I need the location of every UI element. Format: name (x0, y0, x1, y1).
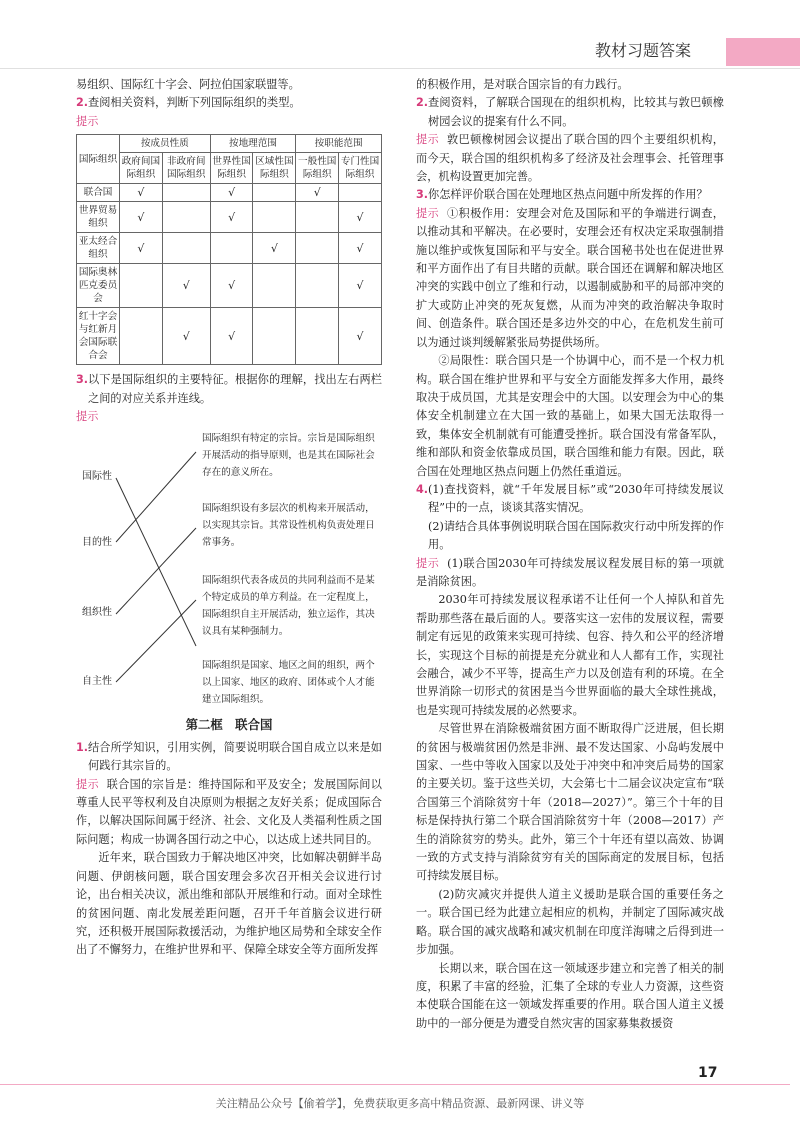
feature-label: 国际性 (82, 471, 112, 483)
answer-paragraph: ②局限性：联合国只是一个协调中心，而不是一个权力机构。联合国在维护世界和平与安全方面能发挥多大作用，最终取决于成员国，尤其是安理会中的大国。以安理会为中心的集体安全机制建立在大国一致的基础上，如果大国无法取得一致，集体安全机制就有可能遭受挫折。联合国没有常备军队，维和部队和资金依靠成员国，联合国维和能力有限。因此，联合国在处理地区热点问题上仍然任重道远。 (416, 354, 724, 478)
match-line (116, 528, 196, 614)
hint-label: 提示 (416, 206, 440, 220)
table-row (77, 184, 382, 202)
empty-cell (120, 308, 163, 365)
match-line (116, 600, 196, 682)
feature-desc: 国际组织有特定的宗旨。宗旨是国际组织开展活动的指导原则，也是其在国际社会存在的意义所在。 (202, 433, 375, 479)
check-mark-cell: √ (210, 202, 253, 233)
header-title: 教材习题答案 (595, 41, 692, 60)
feature-label: 目的性 (82, 537, 112, 549)
answer-text: (1)联合国2030年可持续发展议程发展目标的第一项就是消除贫困。 (416, 556, 724, 588)
feature-desc: 国际组织是国家、地区之间的组织，两个以上国家、地区的政府、团体或个人才能建立国际组织。 (202, 660, 375, 706)
answer-paragraph: 尽管世界在消除极端贫困方面不断取得广泛进展，但长期的贫困与极端贫困仍然是非洲、最不发达国家、小岛屿发展中国家、一些中等收入国家以及处于冲突中和冲突后局势的国家的主要关切。鉴于这些关切，大会第七十二届会议决定宣布“联合国第三个消除贫穷十年（2018—2027）”。第三个十年的目标是保持执行第二个联合国消除贫穷十年（2008—2017）产生的消除贫穷的势头。此外，第三个十年还有望以高效、协调一致的方式支持与消除贫穷有关的国际商定的发展目标，包括可持续发展目标。 (416, 722, 724, 883)
empty-cell (296, 308, 339, 365)
page-number: 17 (698, 1065, 718, 1081)
table-row (77, 233, 382, 264)
question-number: 1. (76, 740, 89, 754)
empty-cell (296, 202, 339, 233)
table-body (77, 184, 382, 365)
left-column (76, 76, 382, 960)
section-title: 第二框 联合国 (185, 717, 273, 733)
table-subheader: 世界性国际组织 (210, 153, 253, 184)
check-mark-cell: √ (296, 184, 339, 202)
org-type-table (76, 134, 382, 365)
continued-text: 的积极作用，是对联合国宗旨的有力践行。 (416, 78, 629, 91)
empty-cell (253, 264, 296, 308)
match-line (116, 478, 196, 646)
answer-paragraph: 近年来，联合国致力于解决地区冲突，比如解决朝鲜半岛问题、伊朗核问题，联合国安理会多次召开相关会议进行讨论，出台相关决议，派出维和部队开展维和行动。面对全球性的贫困问题、南北发展差距问题，召开千年首脑会议进行研究，还积极开展国际救援活动，为维护地区局势和全球安全作出了不懈努力，在维护世界和平、保障全球安全等方面所发挥 (76, 851, 382, 957)
check-mark-cell: √ (120, 184, 163, 202)
answer-text: ①积极作用：安理会对危及国际和平的争端进行调查，以推动其和平解决。在必要时，安理会还有权决定采取强制措施以维护或恢复国际和平与安全。联合国秘书处也在促进世界和平方面作出了有目共睹的贡献。联合国还在调解和解决地区冲突的实践中创立了维和行动，以遏制威胁和平的局部冲突的扩大或防止冲突的死灰复燃，从而为冲突的政治解决争取时间、创造条件。联合国还是多边外交的中心，在危机发生前可以为通过谈判缓解紧张局势提供场所。 (416, 206, 724, 349)
question-4 (416, 481, 724, 518)
question-text: 结合所学知识，引用实例，简要说明联合国自成立以来是如何践行其宗旨的。 (88, 740, 382, 773)
table-header-org: 国际组织 (77, 135, 120, 184)
check-mark-cell: √ (339, 308, 382, 365)
check-mark-cell: √ (253, 233, 296, 264)
question-text: 查阅资料，了解联合国现在的组织机构，比较其与敦巴顿橡树园会议的提案有什么不同。 (428, 96, 724, 128)
table-group-header: 按成员性质 (120, 135, 211, 153)
intro-line: 易组织、国际红十字会、阿拉伯国家联盟等。 (76, 78, 300, 91)
org-name-cell: 国际奥林匹克委员会 (77, 264, 120, 308)
feature-label: 自主性 (82, 676, 112, 688)
question-1 (76, 739, 382, 776)
check-mark-cell: √ (210, 308, 253, 365)
empty-cell (162, 202, 210, 233)
table-subheader: 非政府间国际组织 (162, 153, 210, 184)
empty-cell (253, 184, 296, 202)
question-text: (2)请结合具体事例说明联合国在国际救灾行动中所发挥的作用。 (428, 519, 724, 552)
answer-paragraph (76, 776, 382, 850)
empty-cell (339, 184, 382, 202)
check-mark-cell: √ (120, 202, 163, 233)
table-subheader: 政府间国际组织 (120, 153, 163, 184)
empty-cell (162, 184, 210, 202)
question-number: 4. (416, 482, 429, 496)
table-group-header: 按地理范围 (210, 135, 296, 153)
empty-cell (162, 233, 210, 264)
hint-label: 提示 (76, 114, 99, 128)
answer-paragraph: 长期以来，联合国在这一领域逐步建立和完善了相关的制度，积累了丰富的经验，汇集了全球的专业人力资源，这些资本使联合国能在这一领域发挥重要的作用。联合国人道主义援助中的一部分便是为遭受自然灾害的国家募集救援资 (416, 961, 724, 1030)
right-column (416, 76, 724, 1033)
hint-label: 提示 (416, 133, 440, 147)
org-name-cell: 世界贸易组织 (77, 202, 120, 233)
empty-cell (296, 264, 339, 308)
feature-desc: 国际组织代表各成员的共同利益而不是某个特定成员的单方利益。在一定程度上，国际组织自主开展活动，独立运作，其决议具有某种强制力。 (202, 575, 375, 638)
question-3 (416, 186, 724, 204)
feature-label: 组织性 (82, 607, 112, 619)
table-subheader: 区域性国际组织 (253, 153, 296, 184)
org-name-cell: 亚太经合组织 (77, 233, 120, 264)
empty-cell (253, 308, 296, 365)
matching-diagram (76, 430, 382, 708)
question-number: 2. (416, 96, 429, 110)
answer-paragraph (416, 555, 724, 592)
answer-text: 联合国的宗旨是：维持国际和平及安全；发展国际间以尊重人民平等权利及自决原则为根据之友好关系；促成国际合作，以解决国际间属于经济、社会、文化及人类福利性质之国际问题；构成一协调各国行动之中心，以达成上述共同目的。 (76, 777, 382, 846)
question-2 (416, 94, 724, 131)
hint-label: 提示 (416, 556, 440, 570)
question-3 (76, 371, 382, 408)
check-mark-cell: √ (162, 308, 210, 365)
check-mark-cell: √ (339, 233, 382, 264)
question-number: 3. (76, 373, 89, 387)
hint-label: 提示 (76, 777, 99, 791)
question-number: 2. (76, 96, 89, 110)
question-text: 你怎样评价联合国在处理地区热点问题中所发挥的作用？ (428, 188, 708, 202)
empty-cell (253, 202, 296, 233)
check-mark-cell: √ (162, 264, 210, 308)
header-divider (0, 68, 800, 69)
empty-cell (120, 264, 163, 308)
header-accent-bar (726, 38, 800, 66)
table-subheader: 一般性国际组织 (296, 153, 339, 184)
table-row (77, 308, 382, 365)
footer-note: 关注精品公众号【偷着学】，免费获取更多高中精品资源、最新网课、讲义等 (215, 1097, 585, 1110)
answer-paragraph: 2030年可持续发展议程承诺不让任何一个人掉队和首先帮助那些落在最后面的人。要落实这一宏伟的发展议程，需要制定有远见的政策来实现可持续、包容、持久和公平的经济增长，实现这个目标的前提是充分就业和人人都有工作，实现社会融合，减少不平等，提高生产力以及创造有利的环境。在全世界消除一切形式的贫困是当今世界面临的最大全球性挑战，也是实现可持续发展的必然要求。 (416, 593, 724, 717)
question-text: (1)查找资料，就“千年发展目标”或“2030年可持续发展议程”中的一点，谈谈其落实情况。 (428, 482, 724, 515)
table-row (77, 264, 382, 308)
question-number: 3. (416, 188, 429, 202)
answer-text: 敦巴顿橡树园会议提出了联合国的四个主要组织机构，而今天，联合国的组织机构多了经济及社会理事会、托管理事会，机构设置更加完善。 (416, 133, 724, 184)
answer-paragraph (416, 131, 724, 186)
check-mark-cell: √ (210, 184, 253, 202)
check-mark-cell: √ (210, 264, 253, 308)
org-name-cell: 联合国 (77, 184, 120, 202)
table-row (77, 202, 382, 233)
question-text: 查阅相关资料，判断下列国际组织的类型。 (88, 96, 301, 110)
answer-paragraph (416, 205, 724, 352)
hint-label: 提示 (76, 410, 99, 424)
footer-divider (0, 1084, 790, 1085)
empty-cell (210, 233, 253, 264)
check-mark-cell: √ (339, 264, 382, 308)
match-line (116, 452, 196, 542)
answer-paragraph: (2)防灾减灾并提供人道主义援助是联合国的重要任务之一。联合国已经为此建立起相应的机构，并制定了国际减灾战略。联合国的减灾战略和减灾机制在印度洋海啸之后得到进一步加强。 (416, 887, 724, 957)
org-name-cell: 红十字会与红新月会国际联合会 (77, 308, 120, 365)
table-group-header: 按职能范围 (296, 135, 382, 153)
feature-desc: 国际组织设有多层次的机构来开展活动，以实现其宗旨。其常设性机构负责处理日常事务。 (202, 503, 375, 549)
check-mark-cell: √ (120, 233, 163, 264)
empty-cell (296, 233, 339, 264)
table-subheader: 专门性国际组织 (339, 153, 382, 184)
question-text: 以下是国际组织的主要特征。根据你的理解，找出左右两栏之间的对应关系并连线。 (88, 373, 382, 405)
question-2 (76, 94, 382, 112)
check-mark-cell: √ (339, 202, 382, 233)
